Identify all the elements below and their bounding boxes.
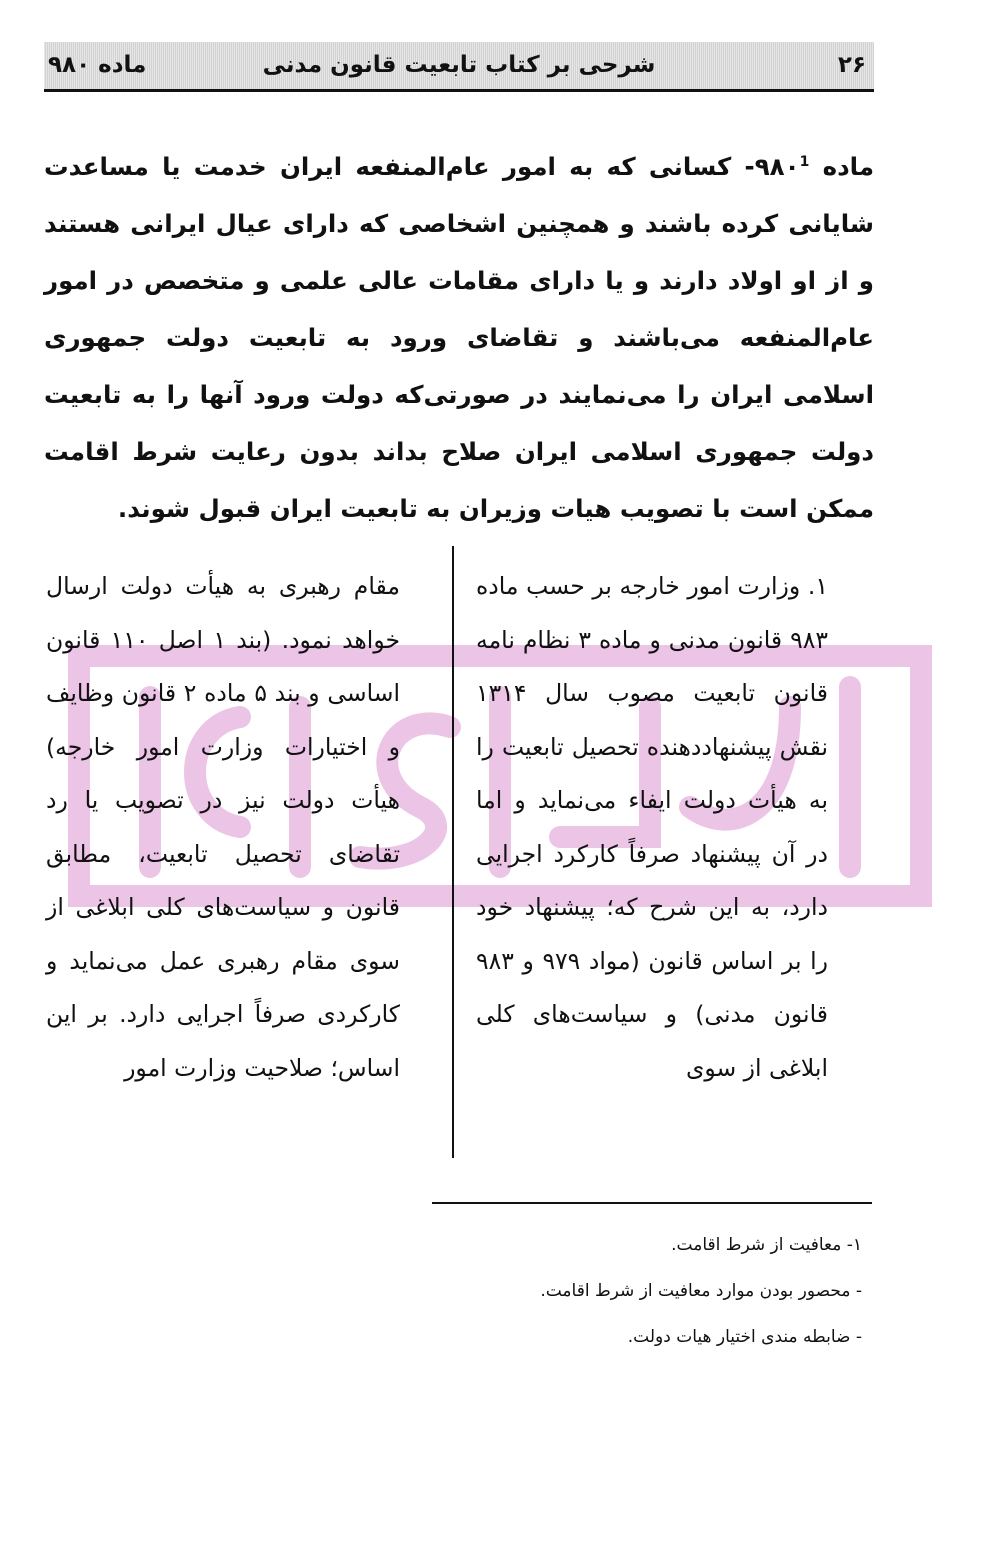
column-divider xyxy=(452,546,454,1158)
article-980-text xyxy=(44,138,874,537)
footnote-column-left: مقام رهبری به هیأت دولت ارسال خواهد نمود. (بند ۱ اصل ۱۱۰ قانون اساسی و بند ۵ ماده ۲ قانون وظایف و اختیارات وزارت امور خارجه) هیأت دولت نیز در تصویب یا رد تقاضای تحصیل تابعیت، مطابق قانون و سیاست‌های کلی ابلاغی از سوی مقام رهبری عمل می‌نماید و کارکردی صرفاً اجرایی دارد. بر این اساس؛ صلاحیت وزارت امور xyxy=(46,572,400,1082)
footnotes xyxy=(100,1222,862,1360)
running-title: شرحی بر کتاب تابعیت قانون مدنی xyxy=(262,52,656,78)
footnote-1-sub-1: - محصور بودن موارد معافیت از شرط اقامت. xyxy=(540,1281,862,1301)
page-header xyxy=(44,42,874,92)
page-number: ۲۶ xyxy=(837,52,866,78)
footnote-1: ۱- معافیت از شرط اقامت. xyxy=(671,1235,862,1255)
footnote-marker: 1 xyxy=(799,153,810,170)
footnote-column-right: ۱. وزارت امور خارجه بر حسب ماده ۹۸۳ قانون مدنی و ماده ۳ نظام نامه قانون تابعیت مصوب سال ۱۳۱۴ نقش پیشنهاددهنده تحصیل تابعیت را به هیأت دولت ایفاء می‌نماید و اما در آن پیشنهاد صرفاً کارکرد اجرایی دارد، به این شرح که؛ پیشنهاد خود را بر اساس قانون (مواد ۹۷۹ و ۹۸۳ قانون مدنی) و سیاست‌های کلی ابلاغی از سوی xyxy=(476,572,829,1082)
footnote-separator xyxy=(432,1202,872,1204)
footnote-1-sub-2: - ضابطه مندی اختیار هیات دولت. xyxy=(627,1327,862,1347)
article-label: ماده ۹۸۰ xyxy=(754,152,875,181)
article-body: - کسانی که به امور عام‌المنفعه ایران خدمت یا مساعدت شایانی کرده باشند و همچنین اشخاصی که دارای عیال ایرانی هستند و از او اولاد دارند و یا دارای مقامات عالی علمی و متخصص در امور عام‌المنفعه می‌باشند و تقاضای ورود به تابعیت دولت جمهوری اسلامی ایران را می‌نمایند در صورتی‌که دولت ورود آنها را به تابعیت دولت جمهوری اسلامی ایران صلاح بداند بدون رعایت شرط اقامت ممکن است با تصویب هیات وزیران به تابعیت ایران قبول شوند. xyxy=(44,152,874,523)
header-article-ref: ماده ۹۸۰ xyxy=(48,52,147,78)
